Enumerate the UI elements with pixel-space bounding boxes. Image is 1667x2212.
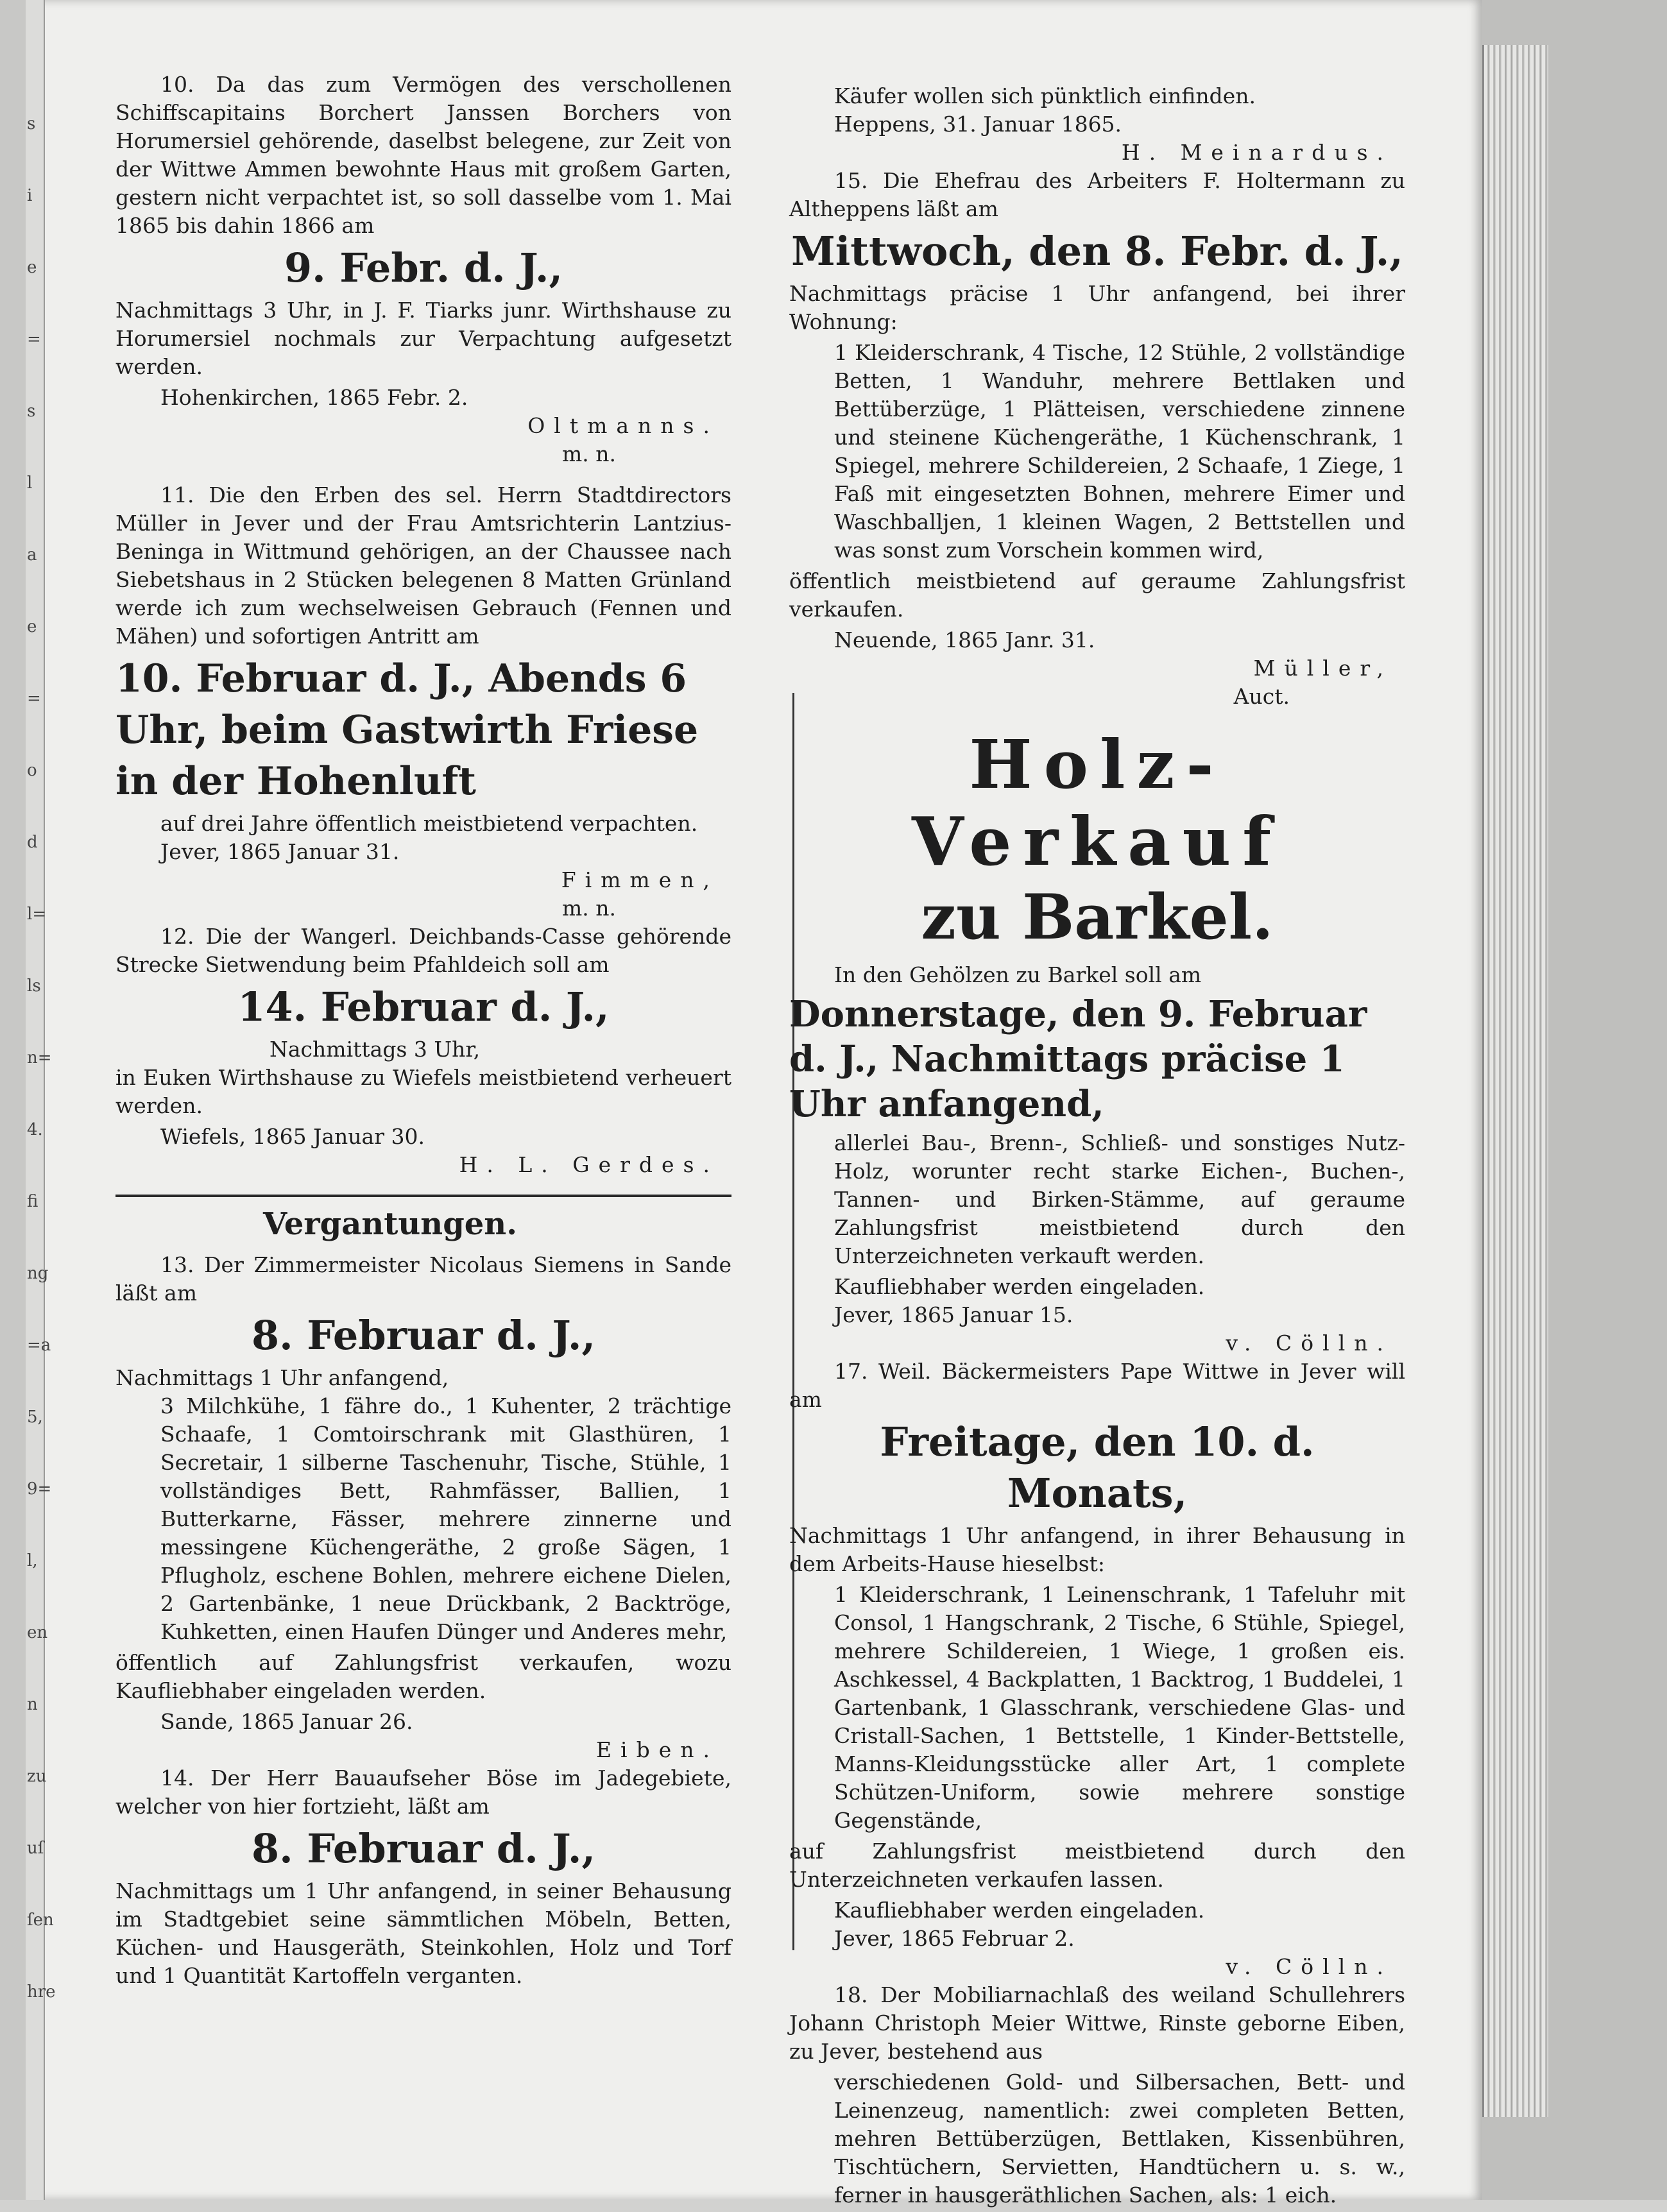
item-17-after2: auf Zahlungsfrist meistbietend durch den Unterzeichneten verkaufen lassen. (789, 1839, 1405, 1892)
item-15-list: 1 Kleiderschrank, 4 Tische, 12 Stühle, 2 vollständige Betten, 1 Wanduhr, mehrere Bettlaken und Bettüberzüge, 1 Plätteisen, verschiedene zinnene und steinene Küchengeräthe, 1 Küchenschrank, 1 Spiegel, mehrere Schildereien, 2 Schaafe, 1 Ziege, 1 Faß mit eingesetzten Bohnen, mehrere Eimer und Waschballjen, 1 kleinen Wagen, 2 Bettstellen und was sonst zum Vorschein kommen wird, (834, 340, 1405, 563)
margin-fragment: ⅰ (27, 186, 33, 205)
margin-fragment: ls (27, 976, 41, 996)
item-16-invite: Kaufliebhaber werden eingeladen. (834, 1274, 1205, 1299)
section-divider (115, 1195, 731, 1197)
margin-fragment: en (27, 1623, 48, 1642)
item-16-text: In den Gehölzen zu Barkel soll am (834, 962, 1202, 987)
item-10-text: 10. Da das zum Vermögen des verschollenen Schiffscapitains Borchert Janssen Borchers von Horumersiel gehörende, daselbst belegene, zur Zeit von der Wittwe Ammen bewohnte Haus mit großem Garten, gestern nicht verpachtet ist, so soll dasselbe vom 1. Mai 1865 bis dahin 1866 am (115, 72, 731, 238)
item-15-after2: öffentlich meistbietend auf geraume Zahlungsfrist verkaufen. (789, 568, 1405, 622)
item-12-time: Nachmittags 3 Uhr, (269, 1037, 481, 1062)
item-17-list: 1 Kleiderschrank, 1 Leinenschrank, 1 Tafeluhr mit Consol, 1 Hangschrank, 2 Tische, 6 Stühle, Spiegel, mehrere Schildereien, 1 Wiege, 1 großen eis. Aschkessel, 4 Backplatten, 1 Backtrog, 1 Buddelei, 1 Gartenbank, 1 Glasschrank, verschiedene Glas- und Cristall-Sachen, 1 Bettstelle, 1 Kinder-Bettstelle, Manns-Kleidungsstücke aller Art, 1 complete Schützen-Uniform, sowie mehrere sonstige Gegenstände, (834, 1582, 1405, 1833)
margin-fragment: zu (27, 1767, 47, 1786)
item-12-place: Wiefels, 1865 Januar 30. (160, 1124, 425, 1149)
item-18-list: verschiedenen Gold- und Silbersachen, Bett- und Leinenzeug, namentlich: zwei completen Betten, mehren Bettüberzügen, Bettlaken, Kissenbühren, Tischtüchern, Servietten, Handtüchern u. s. w., ferner in hausgeräthlichen Sachen, als: 1 eich. (834, 2070, 1405, 2208)
item-13-signer: Eiben. (595, 1737, 719, 1762)
item-17-text: 17. Weil. Bäckermeisters Pape Wittwe in Jever will am (789, 1359, 1405, 1412)
item-10-signer-note: m. n. (561, 441, 616, 466)
margin-fragment: =a (27, 1336, 51, 1355)
top-notice-place: Heppens, 31. Januar 1865. (834, 112, 1122, 137)
item-15-date: Mittwoch, den 8. Febr. d. J., (791, 228, 1403, 275)
item-16-signer: v. Cölln. (1226, 1331, 1392, 1356)
margin-fragment: s (27, 402, 36, 421)
item-15-signer: Müller, (1253, 656, 1392, 681)
holz-verkauf-subtitle: zu Barkel. (921, 881, 1274, 953)
item-11-signer-note: m. n. (561, 896, 616, 921)
item-11-signer: Fimmen, (561, 867, 719, 892)
right-column (789, 82, 1405, 2212)
margin-fragment: s (27, 114, 36, 133)
item-17-after: Nachmittags 1 Uhr anfangend, in ihrer Behausung in dem Arbeits-Hause hieselbst: (789, 1523, 1405, 1576)
item-10-place: Hohenkirchen, 1865 Febr. 2. (160, 385, 468, 410)
item-16-after: allerlei Bau-, Brenn-, Schließ- und sonstiges Nutz-Holz, worunter recht starke Eichen-, Buchen-, Tannen- und Birken-Stämme, auf geraume Zahlungsfrist meistbietend durch den Unterzeichneten verkauft werden. (834, 1130, 1405, 1268)
item-15-after: Nachmittags präcise 1 Uhr anfangend, bei ihrer Wohnung: (789, 281, 1405, 334)
margin-fragment: 4. (27, 1120, 43, 1139)
book-page-edges (1482, 45, 1548, 2117)
item-17-signer: v. Cölln. (1226, 1954, 1392, 1979)
item-10-after: Nachmittags 3 Uhr, in J. F. Tiarks junr. Wirthshause zu Horumersiel nochmals zur Verpachtung aufgesetzt werden. (115, 298, 731, 379)
margin-fragment: = (27, 330, 41, 349)
item-13-after: öffentlich auf Zahlungsfrist verkaufen, wozu Kaufliebhaber eingeladen werden. (115, 1650, 731, 1703)
item-11-after: auf drei Jahre öffentlich meistbietend verpachten. (160, 811, 698, 836)
item-17-place: Jever, 1865 Februar 2. (834, 1926, 1075, 1951)
item-13-place: Sande, 1865 Januar 26. (160, 1709, 413, 1734)
margin-fragment: uſ (27, 1839, 44, 1858)
item-16-date: Donnerstage, den 9. Februar d. J., Nachmittags präcise 1 Uhr anfangend, (789, 993, 1367, 1125)
left-column (115, 71, 731, 1993)
margin-fragment: ſen (27, 1910, 54, 1930)
margin-fragment: hre (27, 1982, 56, 2002)
item-12-date: 14. Februar d. J., (237, 983, 610, 1030)
previous-page-strip (26, 0, 56, 2200)
item-16-place: Jever, 1865 Januar 15. (834, 1302, 1073, 1327)
item-13-text: 13. Der Zimmermeister Nicolaus Siemens in Sande läßt am (115, 1252, 731, 1306)
item-10-signer: Oltmanns. (527, 413, 719, 438)
item-14-after: Nachmittags um 1 Uhr anfangend, in seiner Behausung im Stadtgebiet seine sämmtlichen Möbeln, Betten, Küchen- und Hausgeräth, Steinkohlen, Holz und Torf und 1 Quantität Kartoffeln verganten. (115, 1878, 731, 1988)
margin-fragment: e (27, 617, 37, 636)
margin-fragment: e (27, 258, 37, 277)
item-15-signer-note: Auct. (1233, 684, 1290, 709)
item-13-date: 8. Februar d. J., (251, 1312, 596, 1359)
margin-fragment: o (27, 761, 37, 780)
scan-background-left (0, 0, 26, 2200)
margin-fragment: l (27, 473, 33, 493)
newspaper-page (26, 0, 1482, 2208)
item-11-text: 11. Die den Erben des sel. Herrn Stadtdirectors Müller in Jever und der Frau Amtsrichterin Lantzius-Beninga in Wittmund gehörigen, an der Chaussee nach Siebetshaus in 2 Stücken belegenen 8 Matten Grünland werde ich zum wechselweisen Gebrauch (Fennen und Mähen) und sofortigen Antritt am (115, 482, 731, 649)
margin-fragment: l= (27, 905, 47, 924)
item-11-place: Jever, 1865 Januar 31. (160, 839, 400, 864)
item-18-text: 18. Der Mobiliarnachlaß des weiland Schullehrers Johann Christoph Meier Wittwe, Rinste geborne Eiben, zu Jever, bestehend aus (789, 1982, 1405, 2064)
item-15-place: Neuende, 1865 Janr. 31. (834, 627, 1095, 652)
item-17-date: Freitage, den 10. d. Monats, (880, 1418, 1315, 1517)
item-15-text: 15. Die Ehefrau des Arbeiters F. Holtermann zu Altheppens läßt am (789, 168, 1405, 221)
holz-verkauf-title: Holz-Verkauf (912, 725, 1283, 881)
top-notice-line: Käufer wollen sich pünktlich einfinden. (834, 83, 1256, 108)
item-13-list: 3 Milchkühe, 1 fähre do., 1 Kuhenter, 2 trächtige Schaafe, 1 Comtoirschrank mit Glasthüren, 1 Secretair, 1 silberne Taschenuhr, Tische, Stühle, 1 vollständiges Bett, Rahmfässer, Ballien, 1 Butterkarne, Fässer, mehrere zinnerne und messingene Küchengeräthe, 2 große Sägen, 1 Pflugholz, eschene Bohlen, mehrere eichene Dielen, 2 Gartenbänke, 1 neue Drückbank, 2 Backtröge, Kuhketten, einen Haufen Dünger und Anderes mehr, (160, 1393, 731, 1644)
margin-fragment: n (27, 1695, 38, 1714)
item-12-text: 12. Die der Wangerl. Deichbands-Casse gehörende Strecke Sietwendung beim Pfahldeich soll am (115, 924, 731, 977)
item-14-date: 8. Februar d. J., (251, 1825, 596, 1872)
margin-fragment: d (27, 833, 38, 852)
item-12-signer: H. L. Gerdes. (459, 1152, 719, 1177)
margin-fragment: = (27, 689, 41, 708)
margin-fragment: n= (27, 1048, 52, 1068)
margin-fragment: 9= (27, 1479, 52, 1499)
item-12-after: in Euken Wirthshause zu Wiefels meistbietend verheuert werden. (115, 1065, 731, 1118)
margin-fragment: l, (27, 1551, 38, 1570)
section-heading: Vergantungen. (263, 1206, 517, 1242)
margin-fragments (27, 0, 56, 2200)
item-10-date: 9. Febr. d. J., (284, 244, 563, 291)
item-11-date: 10. Februar d. J., Abends 6 Uhr, beim Gastwirth Friese in der Hohenluft (115, 656, 699, 804)
item-14-text: 14. Der Herr Bauaufseher Böse im Jadegebiete, welcher von hier fortzieht, läßt am (115, 1765, 731, 1819)
item-13-time: Nachmittags 1 Uhr anfangend, (115, 1365, 449, 1390)
margin-fragment: ng (27, 1264, 49, 1283)
margin-fragment: a (27, 545, 37, 565)
margin-fragment: fi (27, 1192, 38, 1211)
margin-fragment: 5, (27, 1408, 43, 1427)
top-notice-signer: H. Meinardus. (1121, 140, 1392, 165)
item-17-invite: Kaufliebhaber werden eingeladen. (834, 1898, 1205, 1923)
